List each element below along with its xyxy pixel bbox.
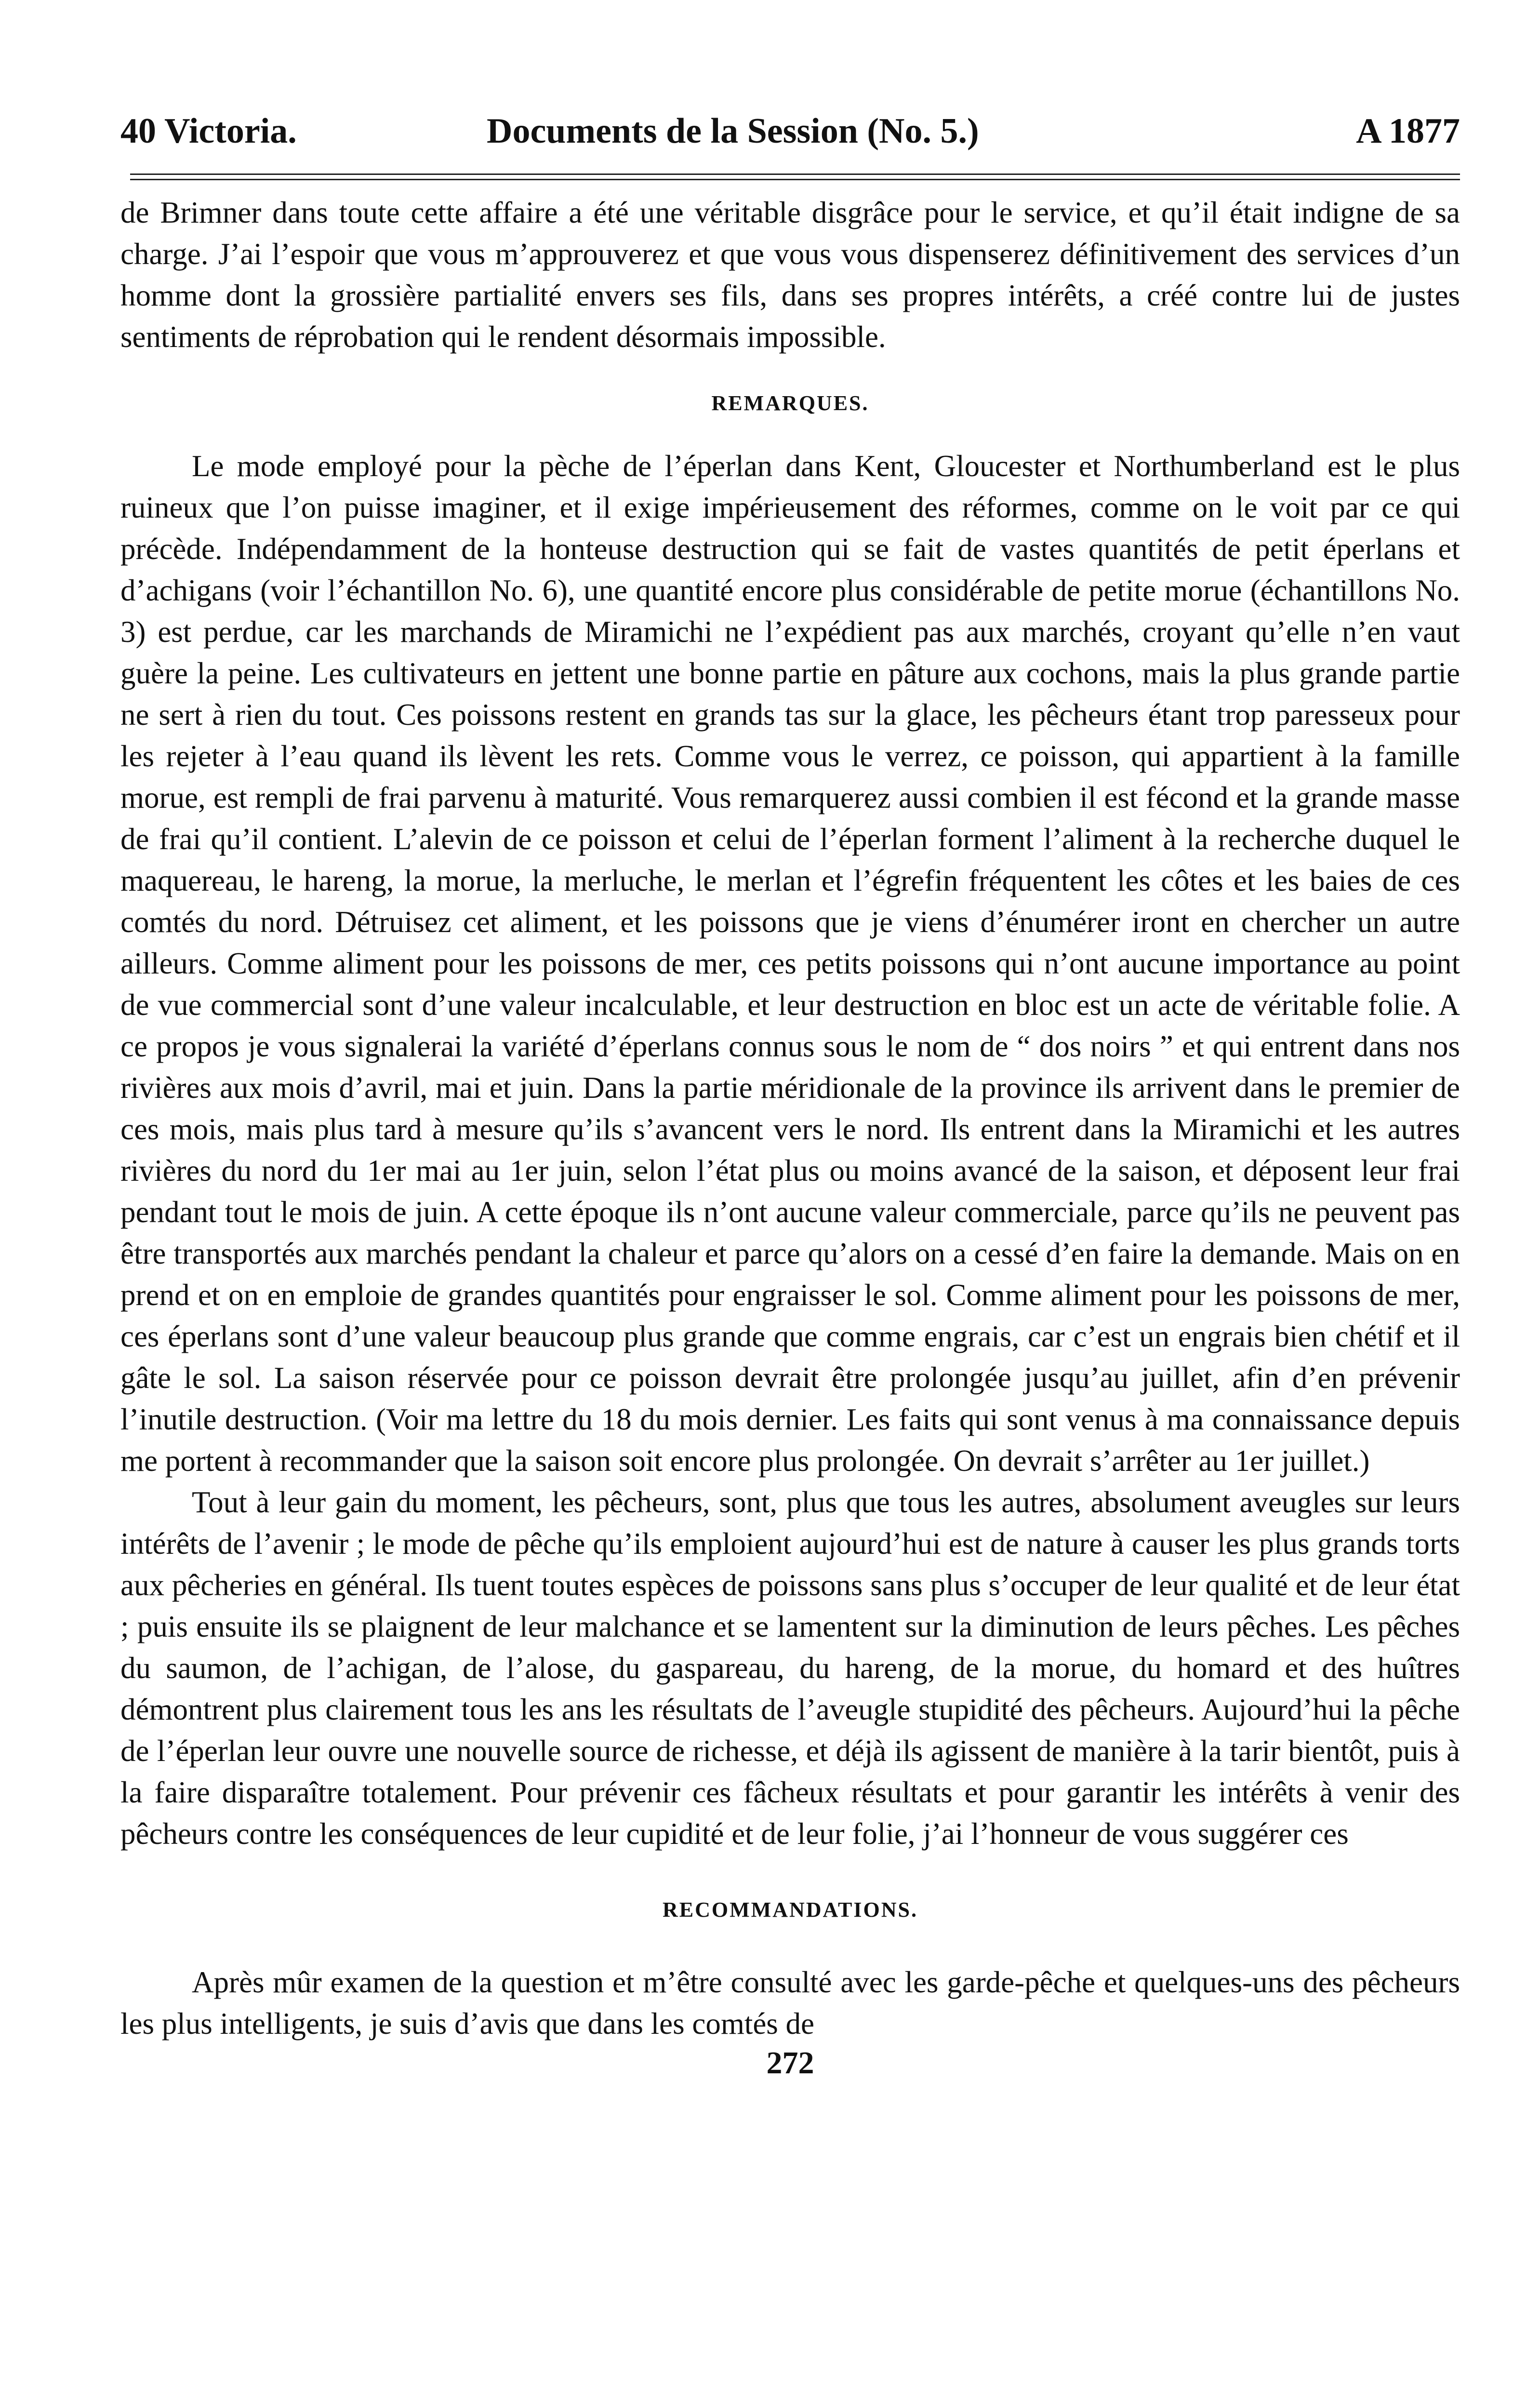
remarques-paragraph-2: Tout à leur gain du moment, les pêcheurs, sont, plus que tous les autres, absolument aveugles sur leurs intérêts de l’avenir ; le mode de pêche qu’ils emploient aujourd’hui est de nature à causer les plus grands torts aux pêcheries en général. Ils tuent toutes espèces de poissons sans plus s’occuper de leur qualité et de leur état ; puis ensuite ils se plaignent de leur malchance et se lamentent sur la diminution de leurs pêches. Les pêches du saumon, de l’achigan, de l’alose, du gaspareau, du hareng, de la morue, du homard et des huîtres démontrent plus clairement tous les ans les résultats de l’aveugle stupidité des pêcheurs. Aujourd’hui la pêche de l’éperlan leur ouvre une nouvelle source de richesse, et déjà ils agissent de manière à la tarir bientôt, puis à la faire disparaître totalement. Pour prévenir ces fâcheux résultats et pour garantir les intérêts à venir des pêcheurs contre les conséquences de leur cupidité et de leur folie, j’ai l’honneur de vous suggérer ces xyxy=(120,1485,1460,1851)
header-title: Documents de la Session (No. 5.) xyxy=(487,111,979,151)
remarques-paragraph-1: Le mode employé pour la pèche de l’éperlan dans Kent, Gloucester et Northumberland est le plus ruineux que l’on puisse imaginer, et il exige impérieusement des réformes, comme on le voit par ce qui précède. Indépendamment de la honteuse destruction qui se fait de vastes quantités de petit éperlans et d’achigans (voir l’échantillon No. 6), une quantité encore plus considérable de petite morue (échantillons No. 3) est perdue, car les marchands de Miramichi ne l’expédient pas aux marchés, croyant qu’elle n’en vaut guère la peine. Les cultivateurs en jettent une bonne partie en pâture aux cochons, mais la plus grande partie ne sert à rien du tout. Ces poissons restent en grands tas sur la glace, les pêcheurs étant trop paresseux pour les rejeter à l’eau quand ils lèvent les rets. Comme vous le verrez, ce poisson, qui appartient à la famille morue, est rempli de frai parvenu à maturité. Vous remarquerez aussi combien il est fécond et la grande masse de frai qu’il contient. L’alevin de ce poisson et celui de l’éperlan forment l’aliment à la recherche duquel le maquereau, le hareng, la morue, la merluche, le merlan et l’égrefin fréquentent les côtes et les baies de ces comtés du nord. Détruisez cet aliment, et les poissons que je viens d’énumérer iront en chercher un autre ailleurs. Comme aliment pour les poissons de mer, ces petits poissons qui n’ont aucune importance au point de vue commercial sont d’une valeur incalculable, et leur destruction en bloc est un acte de véritable folie. A ce propos je vous signalerai la variété d’éperlans connus sous le nom de “ dos noirs ” et qui entrent dans nos rivières aux mois d’avril, mai et juin. Dans la partie méridionale de la province ils arrivent dans le premier de ces mois, mais plus tard à mesure qu’ils s’avancent vers le nord. Ils entrent dans la Miramichi et les autres rivières du nord du 1er mai au 1er juin, selon l’état plus ou moins avancé de la saison, et déposent leur frai pendant tout le mois de juin. A cette époque ils n’ont aucune valeur commerciale, parce qu’ils ne peuvent pas être transportés aux marchés pendant la chaleur et parce qu’alors on a cessé d’en faire la demande. Mais on en prend et on en emploie de grandes quantités pour engraisser le sol. Comme aliment pour les poissons de mer, ces éperlans sont d’une valeur beaucoup plus grande que comme engrais, car c’est un engrais bien chétif et il gâte le sol. La saison réservée pour ce poisson devrait être prolongée jusqu’au juillet, afin d’en prévenir l’inutile destruction. (Voir ma lettre du 18 du mois dernier. Les faits qui sont venus à ma connaissance depuis me portent à recommander que la saison soit encore plus prolongée. On devrait s’arrêter au 1er juillet.) xyxy=(120,449,1460,1478)
recommandations-paragraph: Après mûr examen de la question et m’être consulté avec les garde-pêche et quelques-uns des pêcheurs les plus intelligents, je suis d’avis que dans les comtés de xyxy=(120,1965,1460,2041)
header-year: A 1877 xyxy=(1356,111,1460,151)
document-page xyxy=(120,111,1460,2080)
opening-paragraph: de Brimner dans toute cette affaire a été une véritable disgrâce pour le service, et qu’il était indigne de sa charge. J’ai l’espoir que vous m’approuverez et que vous vous dispenserez définitivement des services d’un homme dont la grossière partialité envers ses fils, dans ses propres intérêts, a créé contre lui de justes sentiments de réprobation qui le rendent désormais impossible. xyxy=(120,196,1460,354)
document-body xyxy=(120,192,1460,2044)
header-rule xyxy=(130,173,1460,180)
page-number: 272 xyxy=(766,2045,814,2081)
header-volume: 40 Victoria. xyxy=(120,111,297,151)
section-heading-remarques: REMARQUES. xyxy=(711,391,869,415)
running-header xyxy=(120,111,1460,164)
section-heading-recommandations: RECOMMANDATIONS. xyxy=(663,1898,918,1922)
